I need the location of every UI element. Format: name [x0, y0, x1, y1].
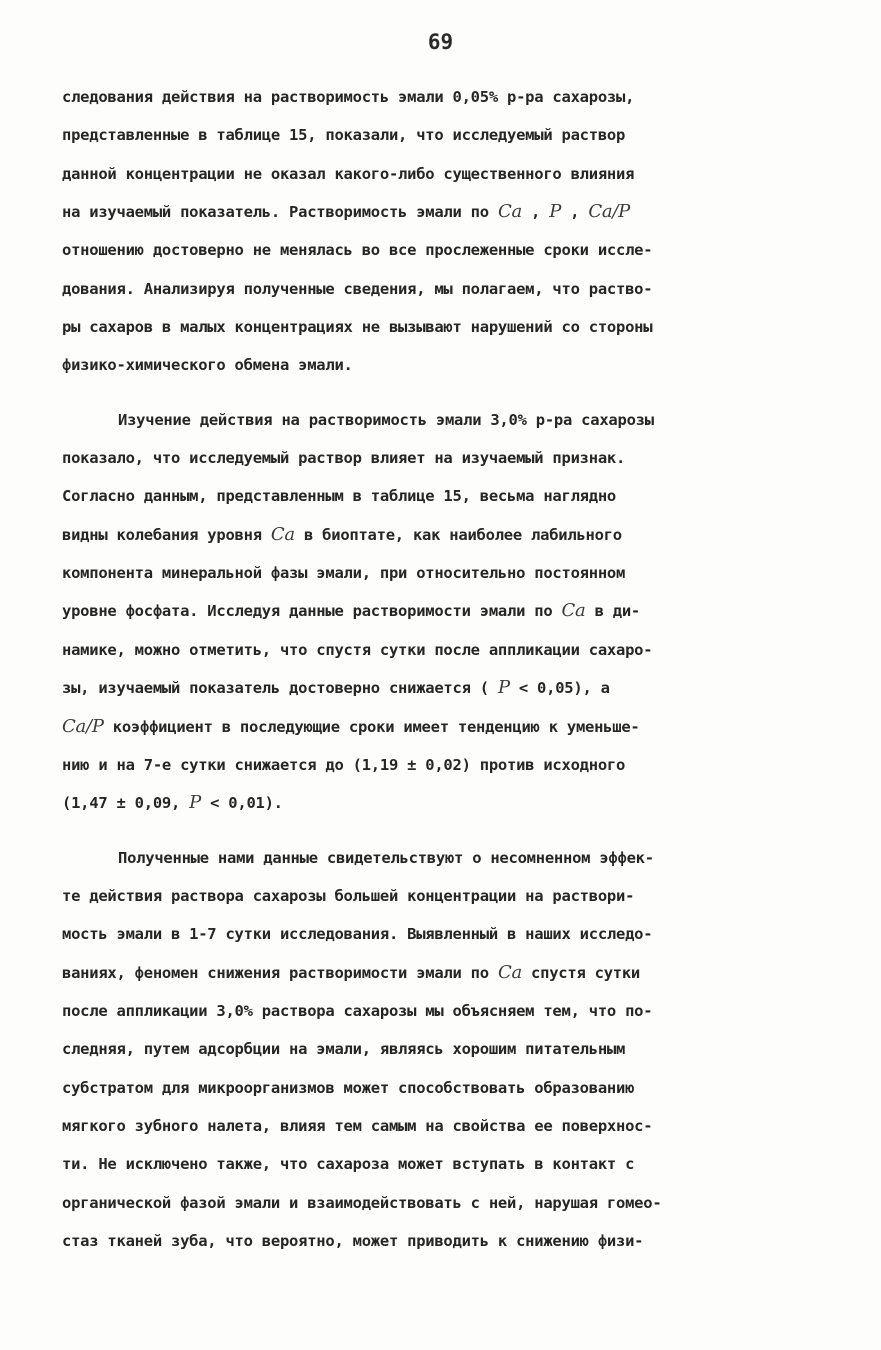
- text-line: ры сахаров в малых концентрациях не вызывают нарушений со стороны: [62, 318, 653, 337]
- text-line: (1,47 ± 0,09, P < 0,01).: [62, 792, 283, 814]
- text-line: физико-химического обмена эмали.: [62, 356, 353, 375]
- body-text: [62, 78, 838, 1260]
- text-line: Изучение действия на растворимость эмали 3,0% р-ра сахарозы: [118, 410, 654, 429]
- text-line: показало, что исследуемый раствор влияет на изучаемый признак.: [62, 449, 626, 468]
- paragraph-1: [62, 78, 838, 385]
- text-line: Согласно данным, представленным в таблице 15, весьма наглядно: [62, 487, 616, 506]
- page-number: 69: [427, 30, 454, 54]
- text-line: компонента минеральной фазы эмали, при относительно постоянном: [62, 564, 626, 583]
- text-line: следняя, путем адсорбции на эмали, являясь хорошим питательным: [62, 1040, 626, 1059]
- text-line: после аппликации 3,0% раствора сахарозы мы объясняем тем, что по-: [62, 1001, 653, 1020]
- text-line: те действия раствора сахарозы большей концентрации на раствори-: [62, 886, 635, 905]
- text-line: мягкого зубного налета, влияя тем самым на свойства ее поверхнос-: [62, 1116, 653, 1135]
- text-line: на изучаемый показатель. Растворимость эмали по Ca , P , Ca/P: [62, 201, 631, 223]
- paragraph-2: [62, 401, 838, 823]
- text-line: мость эмали в 1-7 сутки исследования. Выявленный в наших исследо-: [62, 925, 653, 944]
- text-line: органической фазой эмали и взаимодействовать с ней, нарушая гомео-: [62, 1193, 662, 1212]
- text-line: представленные в таблице 15, показали, что исследуемый раствор: [62, 126, 626, 145]
- text-line: данной концентрации не оказал какого-либо существенного влияния: [62, 164, 635, 183]
- text-line: нию и на 7-е сутки снижается до (1,19 ± 0,02) против исходного: [62, 755, 626, 774]
- text-line: зы, изучаемый показатель достоверно снижается ( P < 0,05), а: [62, 677, 610, 699]
- text-line: Полученные нами данные свидетельствуют о несомненном эффек-: [118, 848, 654, 867]
- paragraph-3: [62, 839, 838, 1261]
- text-line: ти. Не исключено также, что сахароза может вступать в контакт с: [62, 1155, 635, 1174]
- text-line: видны колебания уровня Ca в биоптате, как наиболее лабильного: [62, 523, 622, 545]
- text-line: ваниях, феномен снижения растворимости эмали по Ca спустя сутки: [62, 961, 641, 983]
- text-line: следования действия на растворимость эмали 0,05% р-ра сахарозы,: [62, 88, 635, 106]
- text-line: Ca/P коэффициент в последующие сроки имеет тенденцию к уменьше-: [62, 715, 640, 737]
- text-line: дования. Анализируя полученные сведения, мы полагаем, что раство-: [62, 279, 653, 298]
- text-line: стаз тканей зуба, что вероятно, может приводить к снижению физи-: [62, 1231, 644, 1250]
- text-line: отношению достоверно не менялась во все прослеженные сроки иссле-: [62, 241, 653, 260]
- text-line: субстратом для микроорганизмов может способствовать образованию: [62, 1078, 635, 1097]
- text-line: уровне фосфата. Исследуя данные растворимости эмали по Ca в ди-: [62, 600, 641, 622]
- text-line: намике, можно отметить, что спустя сутки после аппликации сахаро-: [62, 640, 653, 659]
